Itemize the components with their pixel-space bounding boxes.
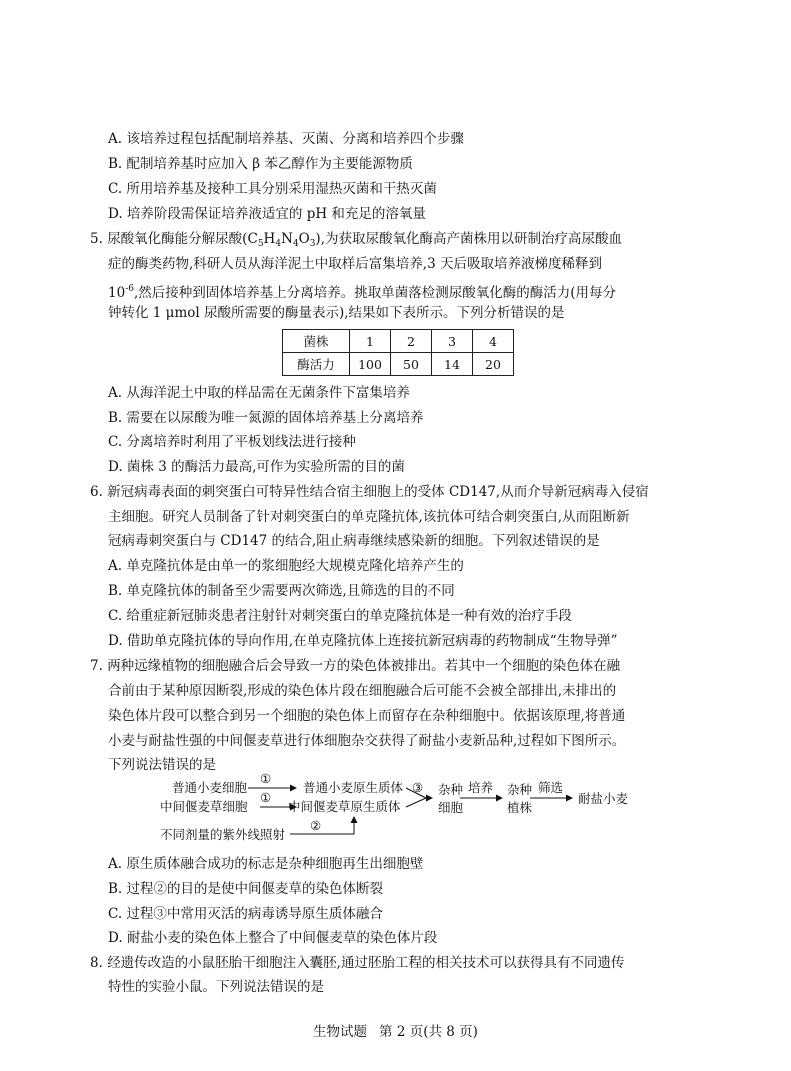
table-cell: 4 xyxy=(473,330,514,353)
q6-option-d: D. 借助单克隆抗体的导向作用,在单克隆抗体上连接抗新冠病毒的药物制成“生物导弹” xyxy=(108,633,618,649)
table-row xyxy=(283,353,514,376)
grass-cell-label: 中间偃麦草细胞 xyxy=(160,799,248,814)
step2-label: ② xyxy=(310,818,322,833)
arrow-step2-uv xyxy=(290,817,354,834)
hybridization-flow-diagram xyxy=(160,771,680,844)
q7-option-b: B. 过程②的目的是使中间偃麦草的染色体断裂 xyxy=(108,881,384,897)
hybrid-plant-label-1: 杂种 xyxy=(507,782,533,797)
q4-option-c: C. 所用培养基及接种工具分别采用湿热灭菌和干热灭菌 xyxy=(108,181,437,197)
culture-label: 培养 xyxy=(468,780,494,795)
table-cell: 100 xyxy=(350,353,391,376)
page-footer xyxy=(0,1020,791,1040)
table-cell: 14 xyxy=(432,353,473,376)
hybrid-plant-label-2: 植株 xyxy=(507,800,533,815)
q6-option-c: C. 给重症新冠肺炎患者注射针对刺突蛋白的单克隆抗体是一种有效的治疗手段 xyxy=(108,608,572,624)
q7-option-c: C. 过程③中常用灭活的病毒诱导原生质体融合 xyxy=(108,906,383,922)
q4-option-d: D. 培养阶段需保证培养液适宜的 pH 和充足的溶氧量 xyxy=(108,206,426,222)
step3-label: ③ xyxy=(412,780,424,795)
q5-number: 5. xyxy=(90,231,103,247)
table-cell: 20 xyxy=(473,353,514,376)
q5-stem-line-1 xyxy=(90,229,622,254)
q5-stem-a: 尿酸氧化酶能分解尿酸( xyxy=(107,231,248,247)
q6-option-a: A. 单克隆抗体是由单一的浆细胞经大规模克隆化培养产生的 xyxy=(108,558,464,574)
salt-tolerant-wheat-label: 耐盐小麦 xyxy=(578,791,629,806)
q6-stem-line-1: 6. 新冠病毒表面的刺突蛋白可特异性结合宿主细胞上的受体 CD147,从而介导新冠病毒入侵宿 xyxy=(90,484,649,500)
uv-label: 不同剂量的紫外线照射 xyxy=(160,827,286,842)
q8-number: 8. xyxy=(90,955,103,971)
q5-stem-b: ),为获取尿酸氧化酶高产菌株用以研制治疗高尿酸血 xyxy=(315,231,622,247)
q7-number: 7. xyxy=(90,658,103,674)
table-cell: 2 xyxy=(391,330,432,353)
q5-option-c: C. 分离培养时利用了平板划线法进行接种 xyxy=(108,434,356,450)
table-cell: 50 xyxy=(391,353,432,376)
q7-stem-line-2: 合前由于某种原因断裂,形成的染色体片段在细胞融合后可能不会被全部排出,未排出的 xyxy=(108,683,617,699)
table-header-row xyxy=(283,330,514,353)
q7-stem-line-3: 染色体片段可以整合到另一个细胞的染色体上而留存在杂种细胞中。依据该原理,将普通 xyxy=(108,708,626,724)
wheat-cell-label: 普通小麦细胞 xyxy=(172,780,248,795)
grass-protoplast-label: 中间偃麦草原生质体 xyxy=(288,799,401,814)
q5-option-b: B. 需要在以尿酸为唯一氮源的固体培养基上分离培养 xyxy=(108,410,424,426)
q5-option-d: D. 菌株 3 的酶活力最高,可作为实验所需的目的菌 xyxy=(108,459,405,475)
hybrid-cell-label-1: 杂种 xyxy=(438,782,464,797)
footer-subject: 生物试题 xyxy=(313,1024,368,1040)
q7-option-a: A. 原生质体融合成功的标志是杂种细胞再生出细胞壁 xyxy=(108,856,424,872)
q8-stem-line-2: 特性的实验小鼠。下列说法错误的是 xyxy=(108,979,324,995)
q5-stem-line-3: $10^{-6}$,然后接种到固体培养基上分离培养。挑取单菌落检测尿酸氧化酶的酶活力(用每分 xyxy=(108,284,617,301)
q7-stem-line-5: 下列说法错误的是 xyxy=(108,757,216,773)
q5-stem-line-2: 症的酶类药物,科研人员从海洋泥土中取样后富集培养,3 天后吸取培养液梯度稀释到 xyxy=(108,256,602,272)
q6-stem-line-3: 冠病毒刺突蛋白与 CD147 的结合,阻止病毒继续感染新的细胞。下列叙述错误的是 xyxy=(108,533,600,549)
table-header-label: 菌株 xyxy=(283,330,350,353)
enzyme-activity-table xyxy=(282,329,514,376)
q7-option-d: D. 耐盐小麦的染色体上整合了中间偃麦草的染色体片段 xyxy=(108,930,438,946)
q4-option-a: A. 该培养过程包括配制培养基、灭菌、分离和培养四个步骤 xyxy=(108,131,464,147)
q8-stem-line-1: 8. 经遗传改造的小鼠胚胎干细胞注入囊胚,通过胚胎工程的相关技术可以获得具有不同遗传 xyxy=(90,955,625,971)
q7-stem-line-4: 小麦与耐盐性强的中间偃麦草进行体细胞杂交获得了耐盐小麦新品种,过程如下图所示。 xyxy=(108,733,626,749)
q4-option-b: B. 配制培养基时应加入 β 苯乙醇作为主要能源物质 xyxy=(108,156,413,172)
screen-label: 筛选 xyxy=(538,780,564,795)
table-row-label: 酶活力 xyxy=(283,353,350,376)
hybrid-cell-label-2: 细胞 xyxy=(438,800,464,815)
q5-formula: $C_5H_4N_4O_3$ xyxy=(247,231,316,249)
table-cell: 3 xyxy=(432,330,473,353)
footer-page: 第 2 页(共 8 页) xyxy=(379,1024,478,1040)
q6-option-b: B. 单克隆抗体的制备至少需要两次筛选,且筛选的目的不同 xyxy=(108,583,455,599)
merge-line-lower xyxy=(406,798,426,807)
q6-number: 6. xyxy=(90,484,103,500)
q7-stem-line-1: 7. 两种远缘植物的细胞融合后会导致一方的染色体被排出。若其中一个细胞的染色体在融 xyxy=(90,658,621,674)
q5-stem-line-4: 钟转化 1 μmol 尿酸所需要的酶量表示),结果如下表所示。下列分析错误的是 xyxy=(108,305,565,321)
step1-label-lower: ① xyxy=(260,790,272,805)
step1-label-upper: ① xyxy=(260,771,272,786)
wheat-protoplast-label: 普通小麦原生质体 xyxy=(303,780,404,795)
q5-option-a: A. 从海洋泥土中取的样品需在无菌条件下富集培养 xyxy=(108,385,410,401)
table-cell: 1 xyxy=(350,330,391,353)
q6-stem-line-2: 主细胞。研究人员制备了针对刺突蛋白的单克隆抗体,该抗体可结合刺突蛋白,从而阻断新 xyxy=(108,509,630,525)
